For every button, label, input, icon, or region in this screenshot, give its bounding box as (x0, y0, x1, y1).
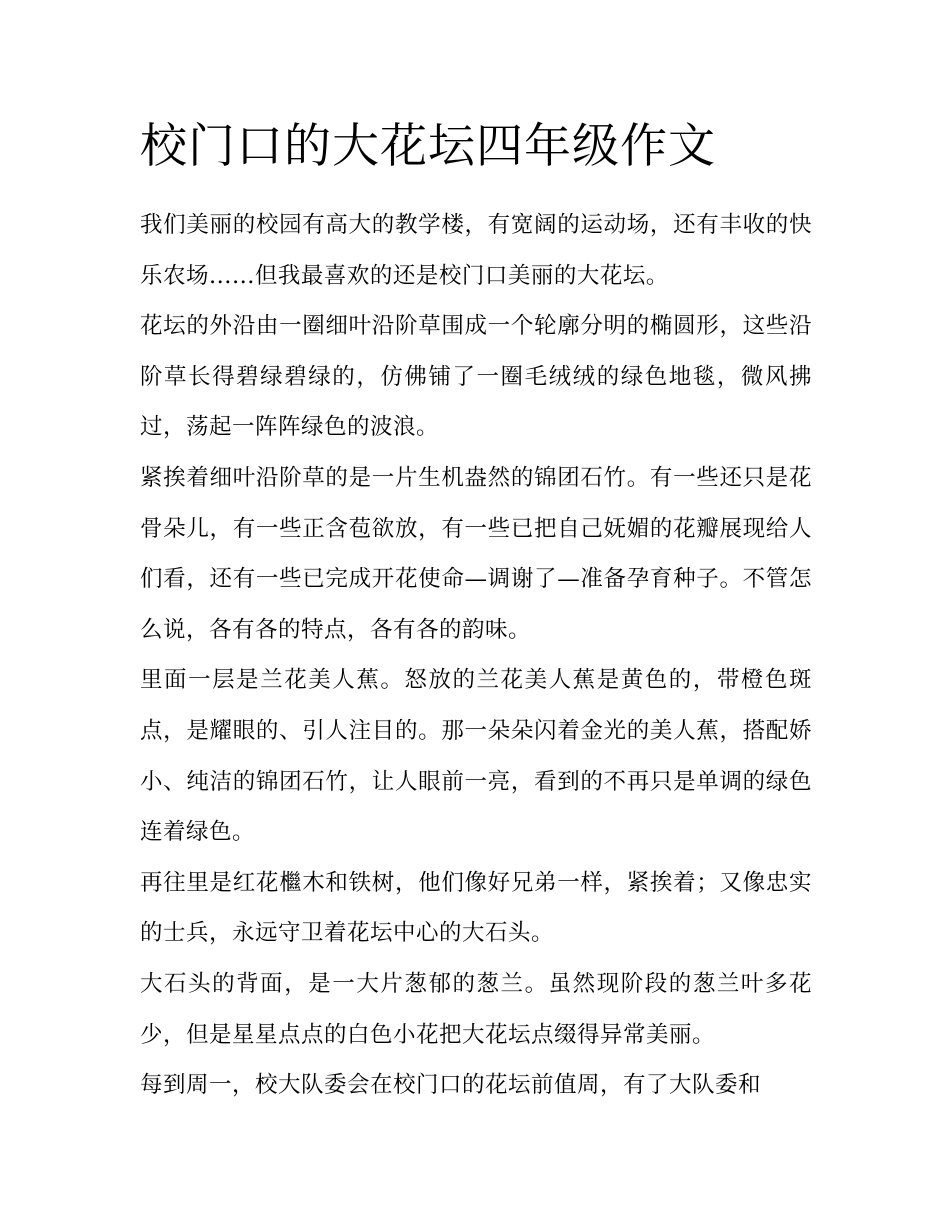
paragraph-loropetalum: 再往里是红花檵木和铁树，他们像好兄弟一样，紧挨着；又像忠实的士兵，永远守卫着花坛中心的大石头。 (140, 869, 812, 947)
paragraph-intro: 我们美丽的校园有高大的教学楼，有宽阔的运动场，还有丰收的快乐农场......但我最喜欢的还是校门口美丽的大花坛。 (140, 212, 812, 289)
paragraph-canna: 里面一层是兰花美人蕉。怒放的兰花美人蕉是黄色的，带橙色斑点，是耀眼的、引人注目的。那一朵朵闪着金光的美人蕉，搭配娇小、纯洁的锦团石竹，让人眼前一亮，看到的不再只是单调的绿色连着绿色。 (140, 667, 812, 846)
document-title: 校门口的大花坛四年级作文 (140, 119, 716, 174)
document-body (140, 200, 812, 1111)
paragraph-outer-edge: 花坛的外沿由一圈细叶沿阶草围成一个轮廓分明的椭圆形，这些沿阶草长得碧绿碧绿的，仿佛铺了一圈毛绒绒的绿色地毯，微风拂过，荡起一阵阵绿色的波浪。 (140, 313, 812, 441)
paragraph-monday-duty: 每到周一，校大队委会在校门口的花坛前值周，有了大队委和 (140, 1072, 762, 1099)
paragraph-dianthus: 紧挨着细叶沿阶草的是一片生机盎然的锦团石竹。有一些还只是花骨朵儿，有一些正含苞欲放，有一些已把自己妩媚的花瓣展现给人们看，还有一些已完成开花使命—调谢了—准备孕育种子。不管怎么说，各有各的特点，各有各的韵味。 (140, 464, 812, 643)
paragraph-zephyranthes: 大石头的背面，是一大片葱郁的葱兰。虽然现阶段的葱兰叶多花少，但是星星点点的白色小花把大花坛点缀得异常美丽。 (140, 970, 812, 1048)
document-content (140, 112, 812, 1111)
